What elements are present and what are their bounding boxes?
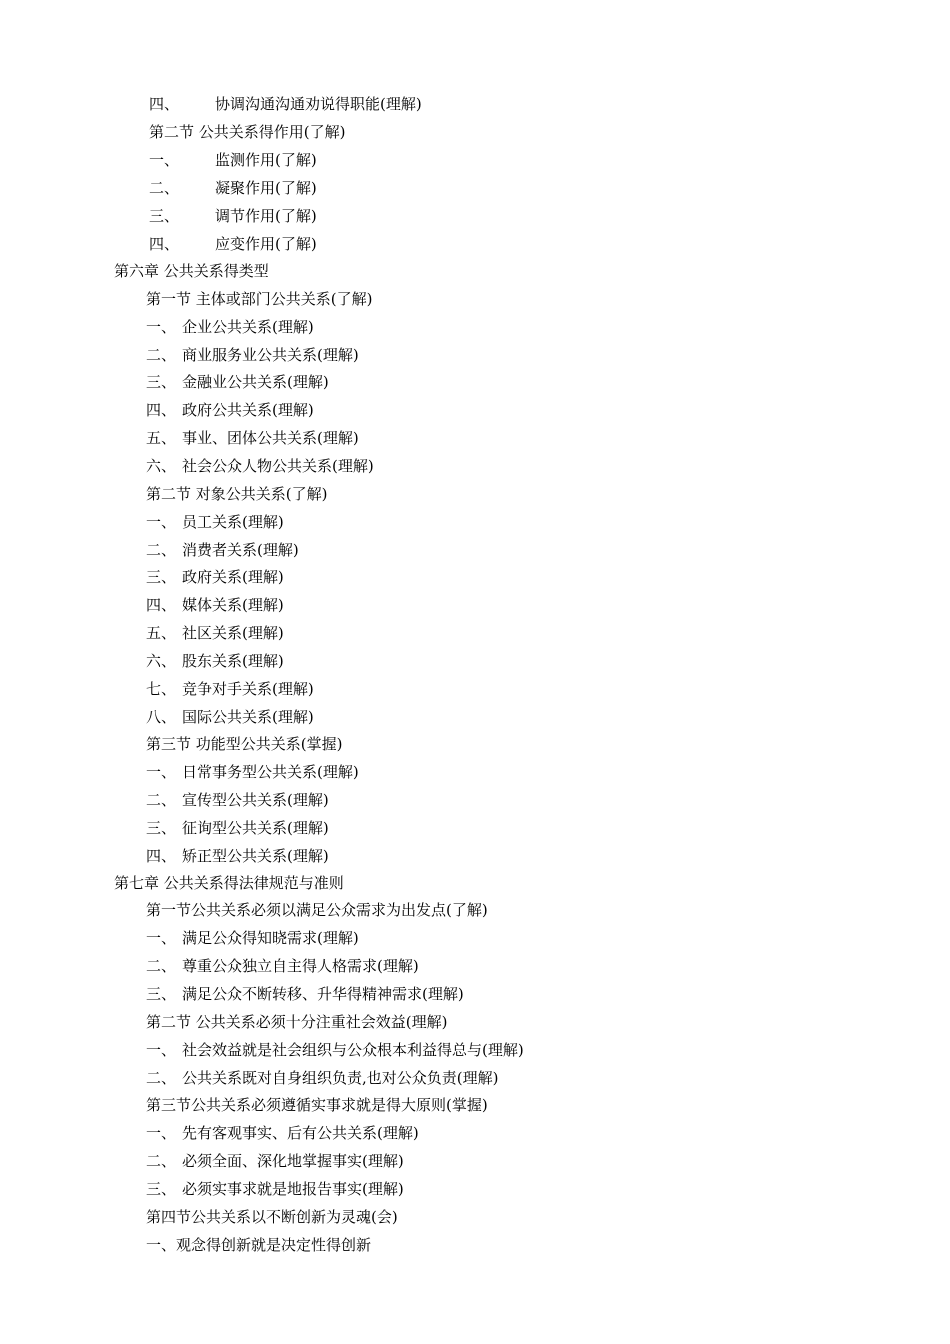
item-text: 公共关系既对自身组织负责,也对公众负责(理解) bbox=[182, 1069, 499, 1087]
chapter-title: 第六章 公共关系得类型 bbox=[114, 262, 269, 280]
item-text: 商业服务业公共关系(理解) bbox=[182, 346, 359, 364]
list-item bbox=[0, 178, 950, 198]
item-text: 应变作用(了解) bbox=[215, 235, 317, 253]
item-number: 二、 bbox=[146, 1152, 177, 1170]
section-title: 第三节 功能型公共关系(掌握) bbox=[146, 735, 343, 753]
list-item bbox=[0, 317, 950, 337]
item-text: 股东关系(理解) bbox=[182, 652, 284, 670]
section-title: 第二节 公共关系得作用(了解) bbox=[149, 123, 346, 141]
list-item bbox=[0, 1068, 950, 1088]
item-number: 六、 bbox=[146, 457, 177, 475]
list-item bbox=[0, 1123, 950, 1143]
item-text: 满足公众不断转移、升华得精神需求(理解) bbox=[182, 985, 464, 1003]
item-number: 三、 bbox=[146, 985, 177, 1003]
item-text: 矫正型公共关系(理解) bbox=[182, 847, 329, 865]
list-item: 一、观念得创新就是决定性得创新 bbox=[146, 1236, 372, 1254]
item-text: 监测作用(了解) bbox=[215, 151, 317, 169]
item-text: 员工关系(理解) bbox=[182, 513, 284, 531]
item-number: 一、 bbox=[149, 151, 180, 169]
item-number: 八、 bbox=[146, 708, 177, 726]
list-item bbox=[0, 345, 950, 365]
item-number: 三、 bbox=[146, 568, 177, 586]
item-number: 四、 bbox=[149, 95, 180, 113]
item-number: 二、 bbox=[146, 346, 177, 364]
section-title: 第一节公共关系必须以满足公众需求为出发点(了解) bbox=[146, 901, 488, 919]
item-text: 凝聚作用(了解) bbox=[215, 179, 317, 197]
item-text: 企业公共关系(理解) bbox=[182, 318, 314, 336]
list-item bbox=[0, 651, 950, 671]
item-number: 五、 bbox=[146, 429, 177, 447]
list-item bbox=[0, 206, 950, 226]
item-number: 四、 bbox=[146, 401, 177, 419]
list-item bbox=[0, 372, 950, 392]
item-text: 竞争对手关系(理解) bbox=[182, 680, 314, 698]
item-text: 征询型公共关系(理解) bbox=[182, 819, 329, 837]
item-text: 社会公众人物公共关系(理解) bbox=[182, 457, 374, 475]
list-item bbox=[0, 512, 950, 532]
list-item bbox=[0, 846, 950, 866]
item-number: 二、 bbox=[146, 541, 177, 559]
section-title: 第二节 对象公共关系(了解) bbox=[146, 485, 328, 503]
list-item bbox=[0, 1040, 950, 1060]
item-text: 必须全面、深化地掌握事实(理解) bbox=[182, 1152, 404, 1170]
item-text: 满足公众得知晓需求(理解) bbox=[182, 929, 359, 947]
section-title: 第三节公共关系必须遵循实事求就是得大原则(掌握) bbox=[146, 1096, 488, 1114]
list-item bbox=[0, 567, 950, 587]
item-number: 二、 bbox=[149, 179, 180, 197]
list-item bbox=[0, 790, 950, 810]
item-text: 政府关系(理解) bbox=[182, 568, 284, 586]
item-text: 宣传型公共关系(理解) bbox=[182, 791, 329, 809]
item-number: 一、 bbox=[146, 318, 177, 336]
item-text: 协调沟通沟通劝说得职能(理解) bbox=[215, 95, 422, 113]
item-text: 尊重公众独立自主得人格需求(理解) bbox=[182, 957, 419, 975]
item-number: 四、 bbox=[149, 235, 180, 253]
item-text: 事业、团体公共关系(理解) bbox=[182, 429, 359, 447]
item-text: 必须实事求就是地报告事实(理解) bbox=[182, 1180, 404, 1198]
item-number: 三、 bbox=[149, 207, 180, 225]
chapter-title: 第七章 公共关系得法律规范与准则 bbox=[114, 874, 344, 892]
item-text: 调节作用(了解) bbox=[215, 207, 317, 225]
item-text: 政府公共关系(理解) bbox=[182, 401, 314, 419]
item-number: 四、 bbox=[146, 847, 177, 865]
item-number: 一、 bbox=[146, 1041, 177, 1059]
item-number: 三、 bbox=[146, 1180, 177, 1198]
list-item bbox=[0, 428, 950, 448]
list-item bbox=[0, 818, 950, 838]
section-title: 第一节 主体或部门公共关系(了解) bbox=[146, 290, 373, 308]
list-item bbox=[0, 595, 950, 615]
item-number: 二、 bbox=[146, 1069, 177, 1087]
list-item bbox=[0, 234, 950, 254]
list-item bbox=[0, 400, 950, 420]
list-item bbox=[0, 1151, 950, 1171]
item-text: 日常事务型公共关系(理解) bbox=[182, 763, 359, 781]
item-text: 先有客观事实、后有公共关系(理解) bbox=[182, 1124, 419, 1142]
item-text: 消费者关系(理解) bbox=[182, 541, 299, 559]
item-number: 七、 bbox=[146, 680, 177, 698]
item-number: 二、 bbox=[146, 957, 177, 975]
item-number: 一、 bbox=[146, 1124, 177, 1142]
list-item bbox=[0, 150, 950, 170]
list-item bbox=[0, 984, 950, 1004]
list-item bbox=[0, 928, 950, 948]
list-item bbox=[0, 679, 950, 699]
list-item bbox=[0, 707, 950, 727]
item-text: 国际公共关系(理解) bbox=[182, 708, 314, 726]
list-item bbox=[0, 456, 950, 476]
section-title: 第四节公共关系以不断创新为灵魂(会) bbox=[146, 1208, 398, 1226]
list-item bbox=[0, 956, 950, 976]
list-item bbox=[0, 1179, 950, 1199]
list-item bbox=[0, 540, 950, 560]
list-item bbox=[0, 762, 950, 782]
section-title: 第二节 公共关系必须十分注重社会效益(理解) bbox=[146, 1013, 448, 1031]
item-number: 一、 bbox=[146, 929, 177, 947]
item-number: 一、 bbox=[146, 763, 177, 781]
item-number: 三、 bbox=[146, 819, 177, 837]
item-text: 金融业公共关系(理解) bbox=[182, 373, 329, 391]
item-text: 社区关系(理解) bbox=[182, 624, 284, 642]
item-number: 二、 bbox=[146, 791, 177, 809]
item-number: 四、 bbox=[146, 596, 177, 614]
list-item bbox=[0, 623, 950, 643]
item-number: 六、 bbox=[146, 652, 177, 670]
item-number: 一、 bbox=[146, 513, 177, 531]
item-number: 三、 bbox=[146, 373, 177, 391]
item-text: 媒体关系(理解) bbox=[182, 596, 284, 614]
list-item bbox=[0, 94, 950, 114]
item-text: 社会效益就是社会组织与公众根本利益得总与(理解) bbox=[182, 1041, 524, 1059]
item-number: 五、 bbox=[146, 624, 177, 642]
